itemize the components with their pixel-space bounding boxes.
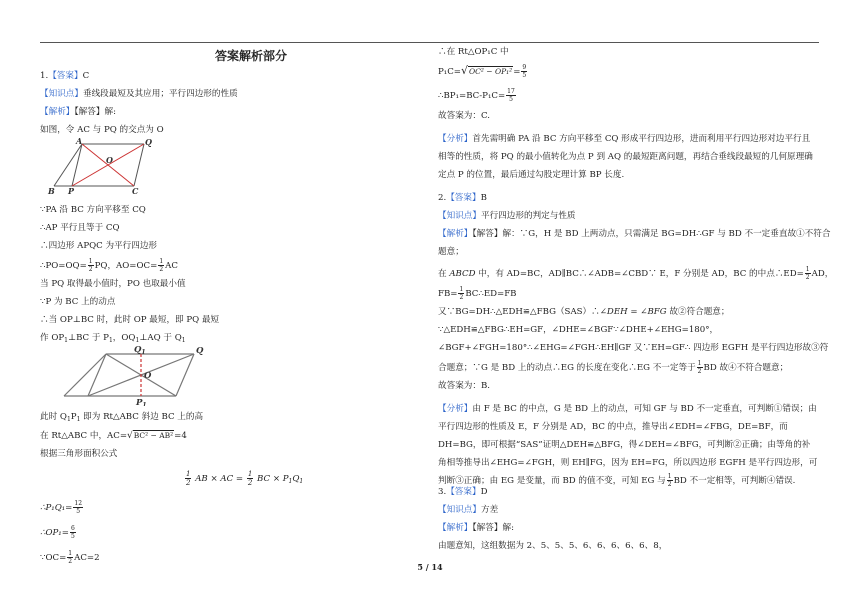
q1-answer: 1.【答案】C [40,71,90,81]
fig1-line-pq [72,144,144,186]
q1-line-15: ∵OC= $\frac{1}{2}$ AC=2 [40,550,100,565]
fig1-line-cq [134,144,144,186]
q2-line-5: 又∵BG=DH∴△EDH≌△FBG（SAS）∴∠DEH = ∠BFG 故②符合题意； [438,307,730,317]
q1-line-4: ∴四边形 APQC 为平行四边形 [40,241,158,251]
fig1-line-ap [72,144,82,186]
q1-line-10: 此时 $Q_1P_1$ 即为 Rt△ABC 斜边 BC 上的高 [40,412,204,423]
q1-right-line-1: ∴在 Rt△OP₁C 中 [438,47,509,57]
q1-line-12: 根据三角形面积公式 [40,449,118,459]
parallelogram-figure-1 [44,138,154,194]
q1-line-9: 作 $OP_1\perp BC$ 于 $P_1$，$OQ_1\perp AQ$ 于 $Q_1$ [40,333,186,344]
fig2-label-q1: $Q_1$ [134,345,146,356]
q1-right-line-3: ∴BP₁=BC-P₁C= $\frac{17}{5}$ [438,88,515,103]
q2-line-6: ∵△EDH≌△FBG∴EH=GF，∠DHE=∠BGF∵∠DHE+∠EHG=180°， [438,325,719,335]
q1-line-3: ∴AP 平行且等于 CQ [40,223,120,233]
q1-line-8: ∴当 OP⊥BC 时，此时 OP 最短，即 PQ 最短 [40,315,220,325]
q1-analysis-heading: 【解析】【解答】解: [40,107,116,117]
q1-analysis-summary: 【分析】首先需明确 PA 沿 BC 方向平移至 CQ 形成平行四边形，进而利用平行四边形对边平行且相等的性质，将 PQ 的最小值转化为点 P 到 AQ 的最短距离问题，再结合垂线段最短的几何原理确定点 P 的位置，最后通过勾股定理计算 BP 长度. [438,134,813,180]
fig2-label-q: Q [196,346,204,356]
q1-knowledge-point: 【知识点】垂线段最短及其应用；平行四边形的性质 [40,89,238,99]
q1-line-6: 当 PQ 取得最小值时，PO 也取最小值 [40,279,186,289]
q1-line-5: ∴PO=OQ= $\frac{1}{2}$ PQ，AO=OC= $\frac{1}{2}$ AC [40,258,178,273]
q3-line-1: 由题意知，这组数据为 2、5、5、5、6、6、6、6、6、8， [438,541,668,551]
q2-analysis-line-1: 【解析】【解答】解：∵G，H 是 BD 上两动点，只需满足 BG=DH∴GF 与 BD 不一定垂直故①不符合 [438,229,831,239]
fig2-line-left [64,354,106,396]
q2-line-9: 故答案为：B. [438,381,491,391]
q1-line-2: ∵PA 沿 BC 方向平移至 CQ [40,205,146,215]
q1-right-line-2: P₁C=√OC² − OP₁²= $\frac{9}{5}$ [438,64,527,79]
q1-line-14: ∴OP₁= $\frac{6}{5}$ [40,525,75,540]
fig1-line-ab [54,144,82,186]
q1-right-line-4: 故答案为：C. [438,111,490,121]
q1-line-1: 如图，令 AC 与 PQ 的交点为 O [40,125,164,135]
q2-analysis-line-2: 题意； [438,247,464,257]
q1-line-11: 在 Rt△ABC 中，AC=√BC² − AB²=4 [40,431,187,441]
fig1-label-c: C [132,186,139,194]
fraction-half: $\frac{1}{2}$ [88,258,93,273]
fig2-label-o: O [144,371,152,381]
fig1-label-b: B [48,186,55,194]
area-formula: $\frac{1}{2}$ AB × AC = $\frac{1}{2}$ BC × $P_1Q_1$ [186,470,304,487]
q2-line-7: ∠BGF+∠FGH=180°∴∠EHG=∠FGH∴EH∥GF 又∵EH=GF∴ 四边形 EGFH 是平行四边形故③符 [438,343,829,353]
fig2-label-p1: $P_1$ [136,398,147,406]
fig1-label-q: Q [145,138,152,147]
q2-answer: 2.【答案】B [438,193,487,203]
q2-line-8: 合题意；∵G 是 BD 上的动点∴EG 的长度在变化∴EG 不一定等于 $\frac{1}{2}$ BD 故④不符合题意； [438,360,789,375]
parallelogram-figure-2 [48,344,208,406]
q2-knowledge-point: 【知识点】平行四边形的判定与性质 [438,211,576,221]
q1-line-7: ∵P 为 BC 上的动点 [40,297,116,307]
fig1-label-a: A [76,138,83,146]
fig1-label-p: P [68,186,75,194]
page-number: 5 / 14 [417,562,443,572]
q2-line-4: FB= $\frac{1}{2}$ BC∴ED=FB [438,286,517,301]
page-title: 答案解析部分 [215,49,288,63]
q2-analysis-summary: 【分析】由 F 是 BC 的中点，G 是 BD 上的动点，可知 GF 与 BD 不一定垂直，可判断①错误；由平行四边形的性质及 E，F 分别是 AD，BC 的中点，推导出∠EDH=∠FBG，DE=BF，而 DH=BG，即可根据“SAS”证明△DEH≌△BFG，得∠DEH=∠BFG，可判断②正确；由等角的补角相等推导出∠EHG=∠FGH，则 EH∥FG，因为 EH=FG，所以四边形 EGFH 是平行四边形，可判断③正确；由 EG 是变量，而 BD 的值不变，可知 EG 与 $\frac{1}{2}$ BD 不一定相等，可判断④错误. [438,404,818,488]
q3-analysis-heading: 【解析】【解答】解: [438,523,514,533]
header-rule [40,42,819,43]
fraction-half: $\frac{1}{2}$ [159,258,164,273]
q1-line-13: ∴P₁Q₁= $\frac{12}{5}$ [40,500,83,515]
fig1-label-o: O [106,155,113,165]
q3-knowledge-point: 【知识点】方差 [438,505,499,515]
q3-answer: 3.【答案】D [438,487,488,497]
q2-line-3: 在 ABCD 中，有 AD=BC，AD∥BC∴∠ADB=∠CBD∵ E，F 分别是 AD，BC 的中点∴ED= $\frac{1}{2}$ AD， [438,266,834,281]
